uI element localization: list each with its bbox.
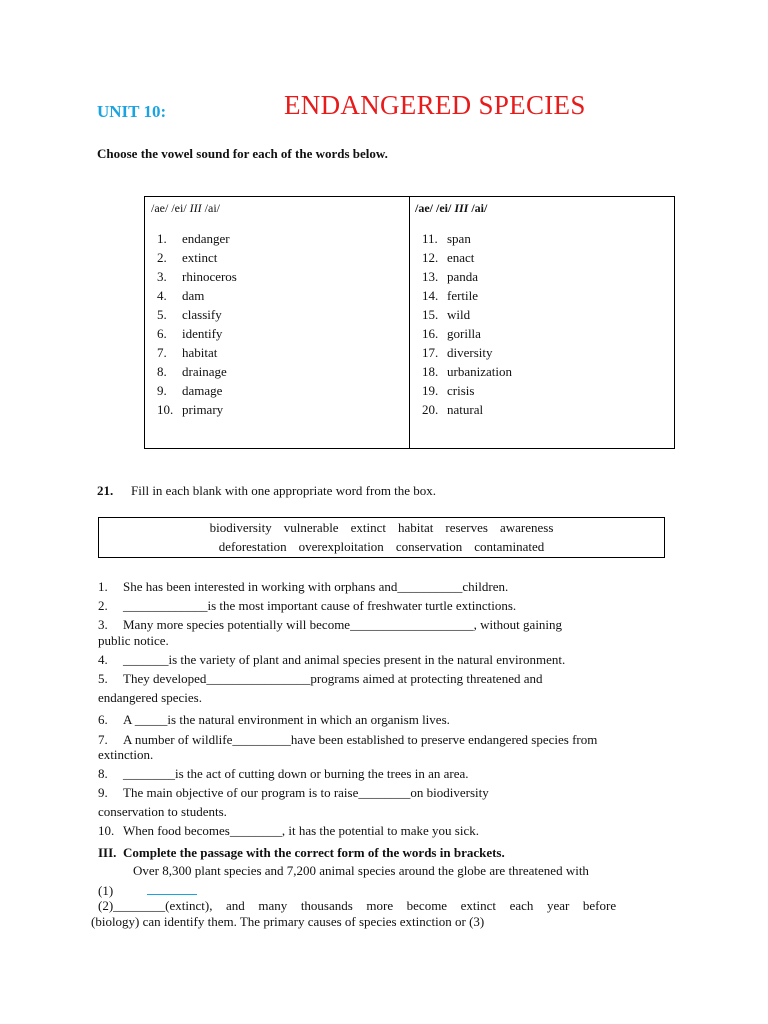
word-item: [157, 286, 237, 305]
word-text: gorilla: [447, 326, 481, 341]
word-box: [98, 517, 665, 558]
word-item: [157, 305, 237, 324]
vowel-header-right: /ae/ /ei/ III /ai/: [415, 201, 488, 215]
word-number: 17.: [422, 345, 439, 360]
question-continuation: endangered species.: [98, 690, 202, 705]
word-number: 18.: [422, 364, 439, 379]
passage-line-4: (biology) can identify them. The primary causes of species extinction or (3): [91, 914, 485, 929]
box-word: conservation: [395, 539, 463, 554]
word-item: [422, 381, 512, 400]
word-text: drainage: [182, 364, 227, 379]
question-continuation: conservation to students.: [98, 804, 227, 819]
passage-line-2: (1): [98, 883, 197, 899]
word-item: [422, 229, 512, 248]
question-number: 8.: [98, 766, 108, 781]
question-item: [98, 598, 516, 614]
question-text: Many more species potentially will become___________________, without gaining: [123, 617, 563, 632]
word-number: 6.: [157, 326, 167, 341]
word-text: natural: [447, 402, 484, 417]
word-number: 7.: [157, 345, 167, 360]
word-text: urbanization: [447, 364, 512, 379]
question-text: When food becomes________, it has the potential to make you sick.: [123, 823, 479, 838]
fill-instruction: 21. Fill in each blank with one appropriate word from the box.: [97, 483, 437, 498]
question-number: 5.: [98, 671, 108, 686]
passage-word: extinct: [460, 898, 497, 913]
word-item: [157, 229, 237, 248]
word-text: span: [447, 231, 471, 246]
passage-instruction: III. Complete the passage with the correct form of the words in brackets.: [98, 845, 505, 860]
question-text: They developed________________programs aimed at protecting threatened and: [123, 671, 543, 686]
word-number: 8.: [157, 364, 167, 379]
passage-word: (2)________(extinct),: [98, 898, 213, 913]
question-number: 2.: [98, 598, 108, 613]
word-text: primary: [182, 402, 224, 417]
box-word: biodiversity: [209, 520, 272, 535]
word-number: 10.: [157, 402, 174, 417]
vowel-header-left: /ae/ /ei/ III /ai/: [151, 201, 220, 215]
question-number: 3.: [98, 617, 108, 632]
word-item: [422, 305, 512, 324]
box-word: habitat: [397, 520, 434, 535]
box-word: vulnerable: [283, 520, 339, 535]
question-item: [98, 712, 450, 728]
passage-word: year: [546, 898, 570, 913]
passage-line-3: [98, 898, 616, 914]
word-text: enact: [447, 250, 475, 265]
passage-word: each: [509, 898, 534, 913]
question-number: 1.: [98, 579, 108, 594]
word-number: 16.: [422, 326, 439, 341]
word-box-line-1: [99, 520, 664, 536]
word-item: [422, 267, 512, 286]
word-box-line-2: [99, 539, 664, 555]
table-divider: [409, 197, 410, 448]
question-number: 7.: [98, 732, 108, 747]
question-text: ________is the act of cutting down or burning the trees in an area.: [123, 766, 469, 781]
word-number: 2.: [157, 250, 167, 265]
word-text: damage: [182, 383, 223, 398]
passage-word: become: [406, 898, 448, 913]
box-word: reserves: [445, 520, 488, 535]
word-text: fertile: [447, 288, 479, 303]
box-word: extinct: [350, 520, 386, 535]
question-number: 10.: [98, 823, 115, 838]
word-number: 9.: [157, 383, 167, 398]
word-item: [422, 400, 512, 419]
question-text: A number of wildlife_________have been established to preserve endangered species from: [123, 732, 598, 747]
word-item: [157, 362, 237, 381]
word-text: diversity: [447, 345, 493, 360]
question-item: [98, 766, 469, 782]
question-text: _______is the variety of plant and animal species present in the natural environment.: [123, 652, 566, 667]
word-text: endanger: [182, 231, 230, 246]
question-text: A _____is the natural environment in which an organism lives.: [123, 712, 450, 727]
question-text: _____________is the most important cause of freshwater turtle extinctions.: [123, 598, 517, 613]
question-item: [98, 617, 562, 633]
word-number: 13.: [422, 269, 439, 284]
word-text: panda: [447, 269, 479, 284]
word-text: dam: [182, 288, 205, 303]
question-number: 6.: [98, 712, 108, 727]
word-item: [157, 400, 237, 419]
word-text: classify: [182, 307, 222, 322]
word-number: 3.: [157, 269, 167, 284]
word-text: rhinoceros: [182, 269, 237, 284]
word-item: [422, 286, 512, 305]
unit-label: UNIT 10:: [97, 102, 167, 121]
word-list-right: [422, 229, 512, 419]
word-item: [422, 362, 512, 381]
box-word: deforestation: [218, 539, 287, 554]
question-item: [98, 671, 543, 687]
word-number: 20.: [422, 402, 439, 417]
word-number: 12.: [422, 250, 439, 265]
box-word: awareness: [499, 520, 554, 535]
passage-word: more: [366, 898, 394, 913]
word-number: 11.: [422, 231, 438, 246]
word-text: extinct: [182, 250, 218, 265]
answer-blank-1[interactable]: [147, 884, 197, 895]
question-number: 9.: [98, 785, 108, 800]
word-number: 1.: [157, 231, 167, 246]
box-word: overexploitation: [298, 539, 384, 554]
page-title: ENDANGERED SPECIES: [284, 90, 586, 120]
question-item: [98, 652, 565, 668]
passage-word: before: [582, 898, 617, 913]
word-text: habitat: [182, 345, 218, 360]
word-item: [157, 343, 237, 362]
word-item: [157, 324, 237, 343]
word-item: [157, 381, 237, 400]
passage-word: and: [226, 898, 245, 913]
word-item: [422, 343, 512, 362]
question-text: She has been interested in working with orphans and__________children.: [123, 579, 509, 594]
word-text: wild: [447, 307, 471, 322]
box-word: contaminated: [474, 539, 545, 554]
question-continuation: public notice.: [98, 633, 169, 648]
question-text: The main objective of our program is to raise________on biodiversity: [123, 785, 489, 800]
word-text: crisis: [447, 383, 475, 398]
question-item: [98, 579, 508, 595]
vowel-table: [144, 196, 675, 449]
vowel-instruction: Choose the vowel sound for each of the words below.: [97, 146, 388, 161]
word-number: 19.: [422, 383, 439, 398]
question-item: [98, 823, 479, 839]
word-number: 15.: [422, 307, 439, 322]
word-item: [422, 324, 512, 343]
passage-word: thousands: [300, 898, 353, 913]
word-number: 5.: [157, 307, 167, 322]
question-continuation: extinction.: [98, 747, 154, 762]
word-number: 4.: [157, 288, 167, 303]
word-item: [157, 248, 237, 267]
question-number: 4.: [98, 652, 108, 667]
word-item: [157, 267, 237, 286]
word-text: identify: [182, 326, 223, 341]
question-item: [98, 785, 489, 801]
word-list-left: [157, 229, 237, 419]
word-item: [422, 248, 512, 267]
passage-word: many: [258, 898, 288, 913]
question-item: [98, 732, 597, 748]
word-number: 14.: [422, 288, 439, 303]
passage-line-1: Over 8,300 plant species and 7,200 animal species around the globe are threatened with: [133, 863, 589, 878]
